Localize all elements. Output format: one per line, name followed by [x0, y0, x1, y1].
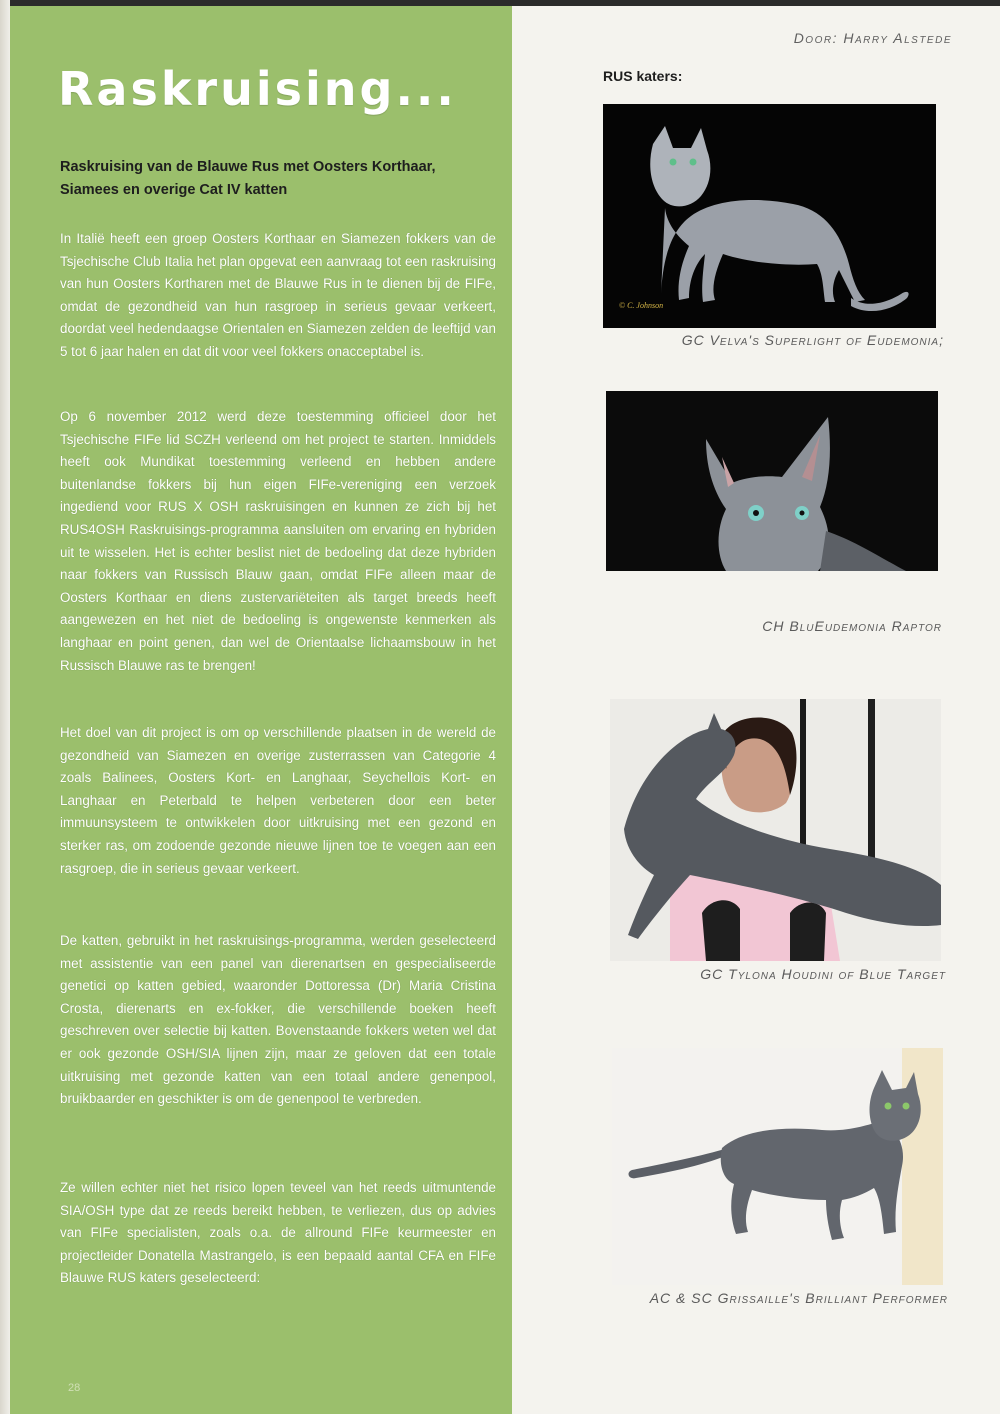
- article-paragraph-2: Op 6 november 2012 werd deze toestemming officieel door het Tsjechische FIFe lid SCZH verleend om het project te starten. Inmiddels heeft ook Mundikat toestemming verleend en hebben andere buitenlandse fokkers bij hun eigen FIFe-vereniging een verzoek ingediend voor RUS X OSH raskruisingen en kunnen ze zich bij het RUS4OSH Raskruisings-programma aansluiten om ervaring en hybriden uit te wisselen. Het is echter beslist niet de bedoeling dat deze hybriden naar fokkers van Russisch Blauw gaan, omdat FIFe alleen maar de Oosters Korthaar en diens zustervariëteiten als target breeds heeft aangewezen en het niet de bedoeling is ongewenste kenmerken als langhaar en point genen, dan wel de Orientaalse lichaamsbouw in het Russisch Blauwe ras te brengen!: [60, 409, 496, 673]
- photo-credit: © C. Johnson: [619, 301, 664, 310]
- photo-caption-1: GC Velva's Superlight of Eudemonia;: [681, 332, 944, 348]
- article-subtitle: Raskruising van de Blauwe Rus met Oosters Korthaar, Siamees en overige Cat IV katten: [60, 159, 436, 198]
- photo-cat-1-drawing: [603, 104, 936, 328]
- article-paragraph-4: De katten, gebruikt in het raskruisings-programma, werden geselecteerd met assistentie van een panel van dierenartsen en gespecialiseerde genetici op katten gebied, waaronder Dottoressa (Dr) Maria Cristina Crosta, dierenarts en ex-fokker, die verschillende boeken heeft geschreven over selectie bij katten. Bovenstaande fokkers weten wel dat er ook gezonde OSH/SIA lijnen zijn, maar ze geloven dat een totale uitkruising met gezonde katten van een totaal andere genenpool, bruikbaarder en geschikter is om de genenpool te verbreden.: [60, 933, 496, 1107]
- page-binding-edge: [0, 0, 10, 1414]
- photo-caption-3: GC Tylona Houdini of Blue Target: [700, 966, 946, 982]
- photo-cat-1: [603, 104, 936, 328]
- article-paragraph-1: In Italië heeft een groep Oosters Korthaar en Siamezen fokkers van de Tsjechische Club Italia het plan opgevat een aanvraag tot een raskruising van hun Oosters Kortharen met de Blauwe Rus in te dienen bij de FIFe, omdat de gezondheid van hun rasgroep in serieus gevaar verkeert, doordat veel hedendaagse Orientalen en Siamezen zelden de leeftijd van 5 tot 6 jaar halen en dat dit voor veel fokkers onacceptabel is.: [60, 231, 496, 359]
- photo-cat-2-drawing: [606, 391, 938, 571]
- photo-caption-2: CH BluEudemonia Raptor: [762, 618, 942, 634]
- author-byline: Door: Harry Alstede: [793, 30, 952, 46]
- photo-cat-4: [612, 1048, 943, 1285]
- photo-cat-4-drawing: [612, 1048, 943, 1285]
- article-title: Raskruising...: [58, 62, 457, 116]
- photo-cat-2: [606, 391, 938, 571]
- photo-cat-3: [610, 699, 941, 961]
- photo-caption-4: AC & SC Grissaille's Brilliant Performer: [649, 1290, 948, 1306]
- page-number: 28: [68, 1382, 81, 1394]
- article-paragraph-3: Het doel van dit project is om op verschillende plaatsen in de wereld de gezondheid van Siamezen en overige zusterrassen van Categorie 4 zoals Balinees, Oosters Kort- en Langhaar, Seychellois Kort- en Langhaar en Peterbald te helpen verbeteren door een beter immuunsysteem te ontwikkelen door uitkruising met een gezond en sterker ras, om zodoende gezonde nieuwe lijnen toe te voegen aan een rasgroep, die in serieus gevaar verkeert.: [60, 725, 496, 876]
- gallery-heading: RUS katers:: [603, 68, 683, 84]
- photo-cat-3-drawing: [610, 699, 941, 961]
- article-paragraph-5: Ze willen echter niet het risico lopen teveel van het reeds uitmuntende SIA/OSH type dat ze reeds bereikt hebben, te verliezen, dus op advies van FIFe specialisten, zoals o.a. de allround FIFe keurmeester en projectleider Donatella Mastrangelo, is een bepaald aantal CFA en FIFe Blauwe RUS katers geselecteerd:: [60, 1180, 496, 1286]
